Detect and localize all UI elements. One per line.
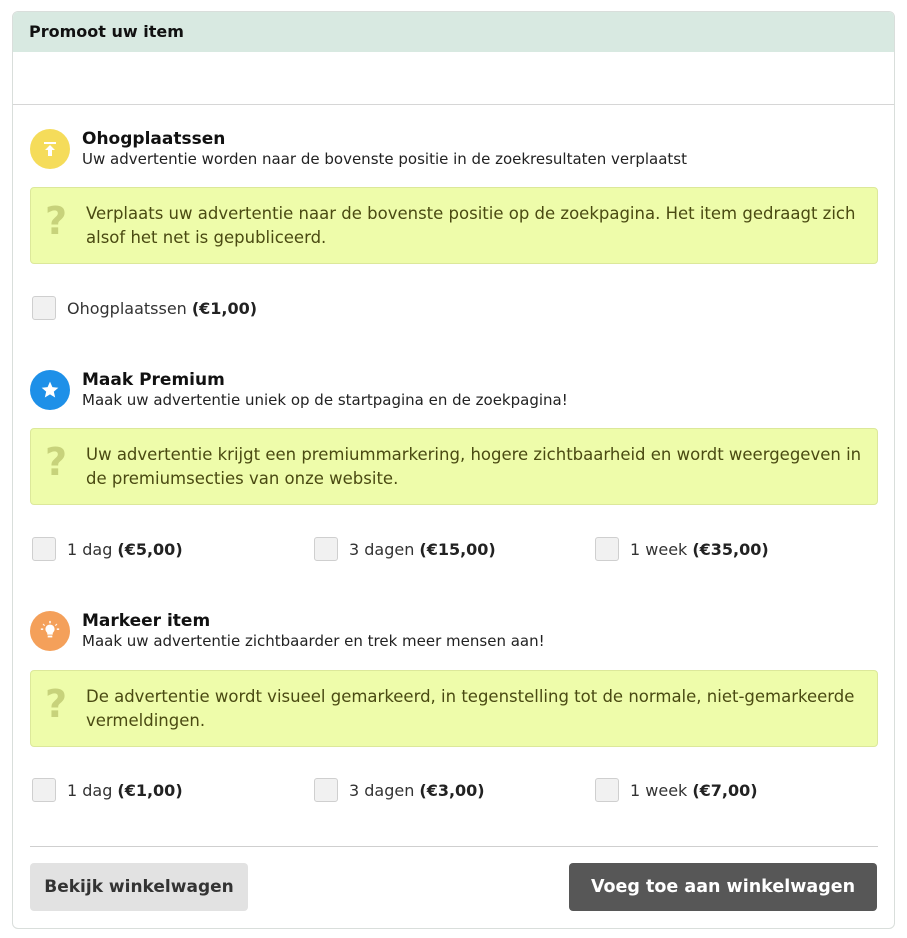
- add-to-cart-button[interactable]: Voeg toe aan winkelwagen: [569, 863, 877, 911]
- section-bump-up: [30, 129, 878, 173]
- info-box: [30, 428, 878, 505]
- section-title: Markeer item: [82, 611, 211, 631]
- option-premium-3-days[interactable]: [314, 537, 496, 561]
- checkbox[interactable]: [314, 778, 338, 802]
- option-label: 1 dag: [67, 780, 113, 800]
- checkbox[interactable]: [32, 778, 56, 802]
- option-label: Ohogplaatssen: [67, 298, 187, 318]
- question-icon: ?: [45, 440, 68, 484]
- option-price: (€7,00): [692, 780, 758, 800]
- view-cart-button[interactable]: Bekijk winkelwagen: [30, 863, 248, 911]
- option-premium-1-week[interactable]: [595, 537, 769, 561]
- option-label: 3 dagen: [349, 780, 415, 800]
- option-premium-1-day[interactable]: [32, 537, 183, 561]
- option-label: 3 dagen: [349, 539, 415, 559]
- option-label: 1 week: [630, 780, 688, 800]
- option-highlight-1-day[interactable]: [32, 778, 183, 802]
- option-label: 1 week: [630, 539, 688, 559]
- promote-panel: [12, 11, 895, 929]
- divider: [30, 846, 878, 847]
- option-price: (€3,00): [419, 780, 485, 800]
- option-highlight-1-week[interactable]: [595, 778, 758, 802]
- section-title: Ohogplaatssen: [82, 129, 226, 149]
- panel-title: Promoot uw item: [13, 12, 894, 52]
- info-text: Verplaats uw advertentie naar de bovenste positie op de zoekpagina. Het item gedraagt zich alsof het net is gepubliceerd.: [86, 204, 856, 247]
- lightbulb-icon: [30, 611, 70, 651]
- checkbox[interactable]: [595, 537, 619, 561]
- info-box: [30, 670, 878, 747]
- question-icon: ?: [45, 199, 68, 243]
- move-to-top-icon: [30, 129, 70, 169]
- info-box: [30, 187, 878, 264]
- question-icon: ?: [45, 682, 68, 726]
- checkbox[interactable]: [32, 296, 56, 320]
- option-highlight-3-days[interactable]: [314, 778, 485, 802]
- checkbox[interactable]: [595, 778, 619, 802]
- checkbox[interactable]: [314, 537, 338, 561]
- option-label: 1 dag: [67, 539, 113, 559]
- section-title: Maak Premium: [82, 370, 225, 390]
- checkbox[interactable]: [32, 537, 56, 561]
- section-description: Maak uw advertentie zichtbaarder en trek meer mensen aan!: [82, 632, 545, 650]
- section-highlight: [30, 611, 878, 655]
- option-price: (€5,00): [117, 539, 183, 559]
- option-price: (€35,00): [692, 539, 769, 559]
- option-price: (€1,00): [191, 298, 258, 318]
- option-price: (€1,00): [117, 780, 183, 800]
- info-text: De advertentie wordt visueel gemarkeerd, in tegenstelling tot de normale, niet-gemarkeerde vermeldingen.: [86, 687, 855, 730]
- option-bump-up[interactable]: [32, 296, 257, 320]
- section-description: Maak uw advertentie uniek op de startpagina en de zoekpagina!: [82, 391, 568, 409]
- option-price: (€15,00): [419, 539, 496, 559]
- section-description: Uw advertentie worden naar de bovenste positie in de zoekresultaten verplaatst: [82, 150, 687, 168]
- panel-top-area: [13, 52, 894, 105]
- section-premium: [30, 370, 878, 414]
- star-icon: [30, 370, 70, 410]
- info-text: Uw advertentie krijgt een premiummarkering, hogere zichtbaarheid en wordt weergegeven in de premiumsecties van onze website.: [86, 445, 862, 488]
